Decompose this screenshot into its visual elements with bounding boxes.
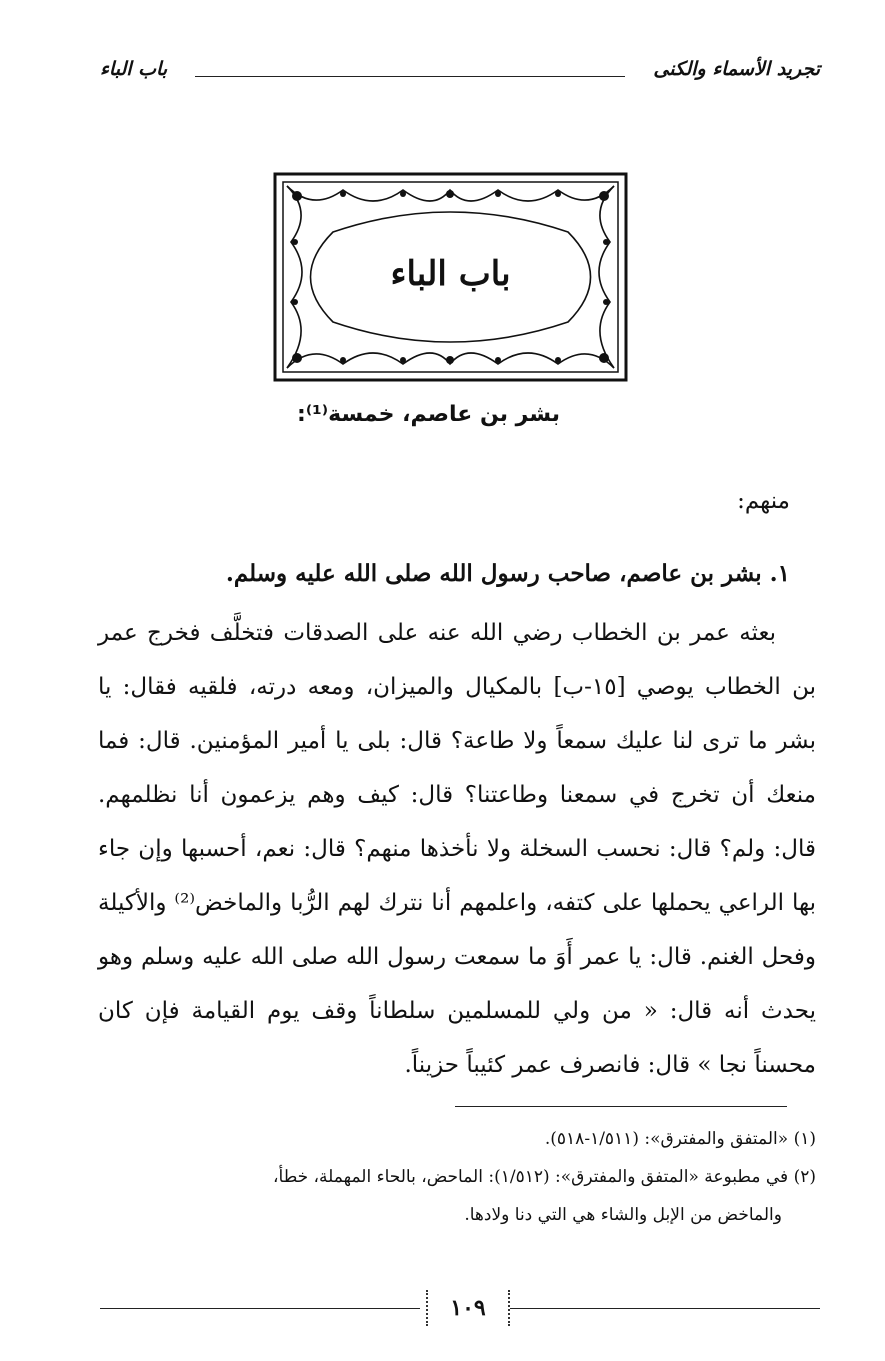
- entry-heading: بشر بن عاصم، خمسة⁽¹⁾:: [297, 402, 560, 427]
- footnotes: [98, 1120, 816, 1234]
- body-text: [98, 606, 816, 1092]
- chapter-name: باب الباء: [100, 58, 168, 80]
- footnote-2: (٢) في مطبوعة «المتفق والمفترق»: (١/٥١٢): الماحض، بالحاء المهملة، خطأ،: [273, 1167, 816, 1187]
- footer-rule-right: [510, 1308, 820, 1309]
- book-title: تجريد الأسماء والكنى: [653, 58, 820, 80]
- footnote-2-continued: والماخض من الإبل والشاء هي التي دنا ولادها.: [464, 1205, 782, 1225]
- item-heading: ١. بشر بن عاصم، صاحب رسول الله صلى الله عليه وسلم.: [225, 560, 790, 587]
- page-number: ١٠٩: [426, 1290, 510, 1326]
- footnote-1: (١) «المتفق والمفترق»: (١/٥١١-٥١٨).: [544, 1129, 816, 1149]
- running-header: [100, 52, 820, 92]
- footnote-rule: [455, 1106, 787, 1107]
- body-paragraph: بعثه عمر بن الخطاب رضي الله عنه على الصدقات فتخلَّف فخرج عمر بن الخطاب يوصي [١٥-ب] بالمكيال والميزان، ومعه درته، فلقيه فقال: يا بشر ما ترى لنا عليك سمعاً ولا طاعة؟ قال: بلى يا أمير المؤمنين. قال: فما منعك أن تخرج في سمعنا وطاعتنا؟ قال: كيف وهم يزعمون أنا نظلمهم. قال: ولم؟ قال: نحسب السخلة ولا نأخذها منهم؟ قال: نعم، أحسبها وإن جاء بها الراعي يحملها على كتفه، واعلمهم أنا نترك لهم الرُّبا والماخض⁽²⁾ والأكيلة وفحل الغنم. قال: يا عمر أَوَ ما سمعت رسول الله صلى الله عليه وسلم وهو يحدث أنه قال: « من ولي للمسلمين سلطاناً وقف يوم القيامة فإن كان محسناً نجا » قال: فانصرف عمر كئيباً حزيناً.: [98, 620, 816, 1078]
- chapter-title: باب الباء: [390, 254, 511, 294]
- header-rule: [195, 76, 625, 77]
- chapter-title-frame: [273, 172, 628, 382]
- intro-text: منهم:: [737, 488, 790, 514]
- page-footer: [100, 1290, 820, 1330]
- footer-rule-left: [100, 1308, 420, 1309]
